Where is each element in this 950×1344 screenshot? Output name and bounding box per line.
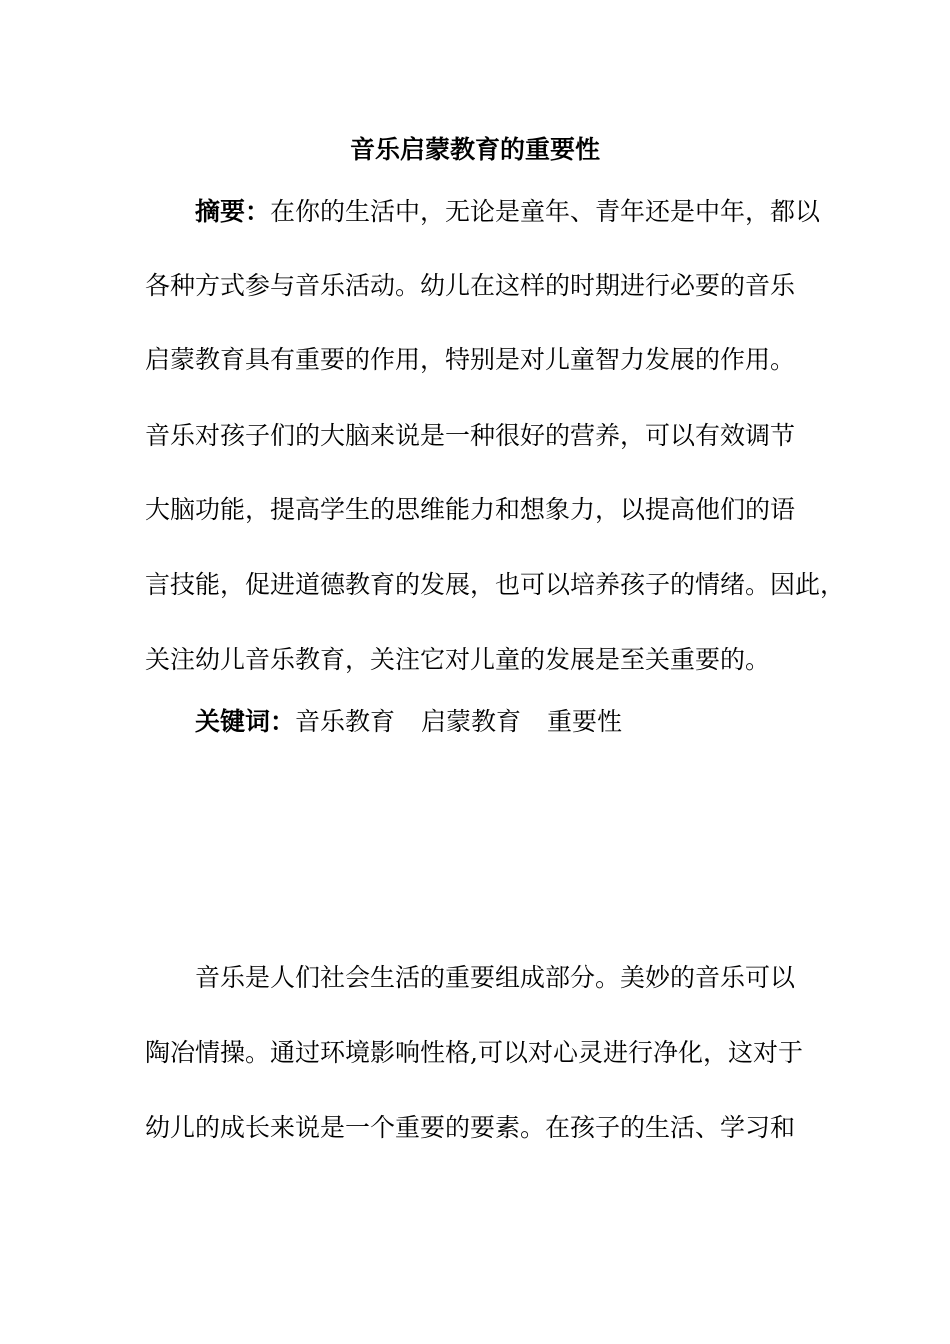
abstract-line-7: 关注幼儿音乐教育，关注它对儿童的发展是至关重要的。 [145,645,771,674]
body-line-3: 幼儿的成长来说是一个重要的要素。在孩子的生活、学习和 [145,1113,796,1142]
abstract-line-2: 各种方式参与音乐活动。幼儿在这样的时期进行必要的音乐 [145,271,796,300]
keywords-line [195,704,875,740]
abstract-text: 在你的生活中，无论是童年、青年还是中年，都以 [270,197,821,226]
body-line-2: 陶冶情操。通过环境影响性格,可以对心灵进行净化，这对于 [145,1038,803,1067]
abstract-label: 摘要： [195,197,271,226]
body-line-1: 音乐是人们社会生活的重要组成部分。美妙的音乐可以 [195,963,796,992]
abstract-line-5: 大脑功能，提高学生的思维能力和想象力，以提高他们的语 [145,495,796,524]
keyword-item: 启蒙教育 [421,707,522,736]
abstract-line-4: 音乐对孩子们的大脑来说是一种很好的营养，可以有效调节 [145,421,796,450]
keyword-item: 音乐教育 [295,707,396,736]
abstract-line-1 [195,194,875,230]
abstract-line-6: 言技能，促进道德教育的发展，也可以培养孩子的情绪。因此， [145,570,846,599]
document-title: 音乐启蒙教育的重要性 [349,135,600,164]
keyword-item: 重要性 [547,707,623,736]
keywords-label: 关键词： [195,707,296,736]
abstract-line-3: 启蒙教育具有重要的作用，特别是对儿童智力发展的作用。 [145,345,796,374]
